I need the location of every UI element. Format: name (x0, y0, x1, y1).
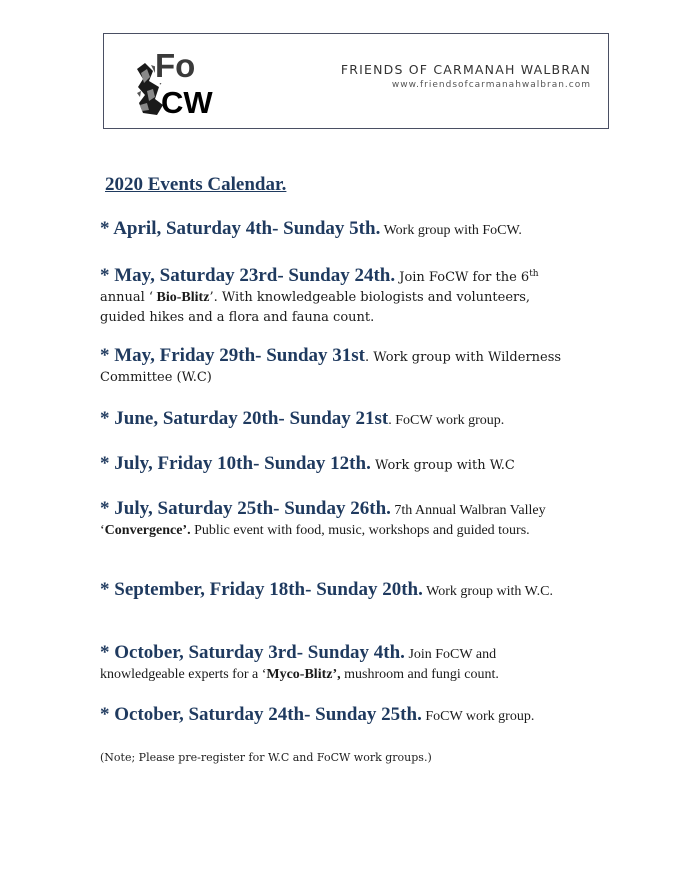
event-desc: annual ‘ (100, 290, 154, 305)
registration-note: (Note; Please pre-register for W.C and FoCW work groups.) (100, 751, 432, 764)
event-date: * June, Saturday 20th- Sunday 21st (100, 408, 389, 429)
event-desc: Public event with food, music, workshops and guided tours. (190, 523, 530, 538)
event-item (100, 499, 570, 541)
letterhead (103, 33, 609, 129)
event-date: * May, Friday 29th- Sunday 31st (100, 345, 365, 366)
event-desc: . FoCW work group. (388, 413, 505, 428)
event-date: * September, Friday 18th- Sunday 20th. (100, 579, 423, 600)
event-date: * October, Saturday 3rd- Sunday 4th. (100, 642, 405, 663)
org-name: FRIENDS OF CARMANAH WALBRAN (340, 62, 591, 77)
event-desc: 7th Annual Walbran Valley ‘ (100, 503, 546, 538)
event-date: * October, Saturday 24th- Sunday 25th. (100, 704, 422, 725)
event-highlight: Bio-Blitz (153, 290, 210, 305)
event-item (100, 219, 570, 241)
focw-logo (135, 47, 213, 120)
event-highlight: Convergence’. (104, 523, 191, 538)
event-item (100, 346, 570, 388)
event-desc: Work group with W.C. (422, 584, 553, 599)
event-desc: . Work group with Wilderness Committee (W.C) (100, 350, 562, 385)
event-desc: ’. With knowledgeable biologists and volunteers, guided hikes and a flora and fauna count. (100, 290, 531, 325)
event-desc: Work group with W.C (370, 458, 515, 473)
event-item (100, 580, 570, 602)
event-item (100, 643, 570, 685)
event-desc: Work group with FoCW. (380, 223, 522, 238)
event-desc: Join FoCW and knowledgeable experts for a ‘ (100, 647, 497, 682)
event-highlight: Myco-Blitz’, (266, 667, 341, 682)
event-date: * July, Friday 10th- Sunday 12th. (100, 453, 371, 474)
event-date: * July, Saturday 25th- Sunday 26th. (100, 498, 391, 519)
event-desc: FoCW work group. (421, 709, 535, 724)
logo-text-fo: Fo (155, 47, 196, 84)
event-desc: Join FoCW for the 6 (395, 270, 530, 285)
event-desc: mushroom and fungi count. (340, 667, 499, 682)
event-sup: th (529, 269, 539, 279)
event-item (100, 705, 570, 727)
org-url: www.friendsofcarmanahwalbran.com (391, 80, 591, 90)
event-item (100, 409, 570, 431)
event-item (100, 264, 570, 328)
event-item (100, 454, 570, 476)
calendar-title: 2020 Events Calendar. (105, 174, 287, 195)
logo-text-cw: CW (161, 85, 213, 120)
event-date: * April, Saturday 4th- Sunday 5th. (100, 218, 381, 239)
event-date: * May, Saturday 23rd- Sunday 24th. (100, 265, 396, 286)
